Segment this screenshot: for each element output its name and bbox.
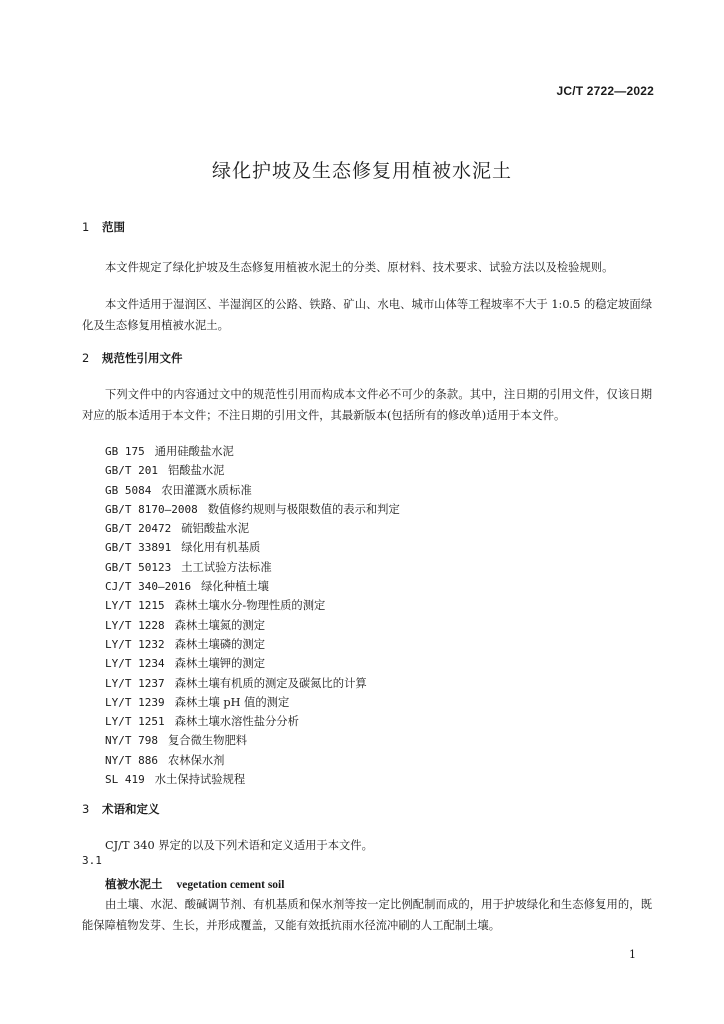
- reference-title: 通用硅酸盐水泥: [154, 445, 234, 458]
- reference-title: 森林土壤水分-物理性质的测定: [174, 599, 326, 613]
- reference-title: 森林土壤磷的测定: [174, 637, 265, 651]
- paragraph: 本文件适用于湿润区、半湿润区的公路、铁路、矿山、水电、城市山体等工程坡率不大于 1:0.5 的稳定坡面绿化及生态修复用植被水泥土。: [82, 298, 652, 332]
- reference-item: [105, 751, 400, 770]
- reference-item: [105, 461, 400, 480]
- term-english: vegetation cement soil: [176, 879, 285, 891]
- reference-code: GB/T 33891: [105, 541, 172, 555]
- section-title: 术语和定义: [102, 802, 160, 816]
- reference-item: [105, 635, 400, 654]
- clause-number: 3.1: [82, 854, 102, 867]
- reference-title: 绿化用有机基质: [181, 541, 261, 555]
- reference-code: GB 5084: [105, 483, 152, 497]
- reference-title: 森林土壤 pH 值的测定: [174, 695, 290, 709]
- reference-title: 硫铝酸盐水泥: [181, 522, 250, 536]
- reference-item: [105, 481, 400, 500]
- reference-code: GB/T 8170—2008: [105, 502, 198, 516]
- section-3-heading: [82, 801, 160, 817]
- reference-item: [105, 577, 400, 596]
- reference-code: LY/T 1215: [105, 599, 165, 613]
- section-title: 范围: [102, 220, 125, 234]
- reference-code: LY/T 1239: [105, 695, 165, 709]
- term-heading: [105, 876, 284, 892]
- reference-item: [105, 654, 400, 673]
- section-2-heading: [82, 350, 183, 366]
- term-chinese: 植被水泥土: [105, 877, 163, 891]
- reference-title: 森林土壤水溶性盐分分析: [174, 715, 299, 729]
- reference-code: LY/T 1237: [105, 676, 165, 690]
- reference-item: [105, 500, 400, 519]
- reference-item: [105, 558, 400, 577]
- reference-list: [105, 442, 400, 789]
- section-number: 3: [82, 802, 90, 816]
- paragraph: CJ/T 340 界定的以及下列术语和定义适用于本文件。: [105, 839, 373, 852]
- reference-title: 数值修约规则与极限数值的表示和判定: [207, 502, 400, 516]
- reference-code: NY/T 886: [105, 753, 158, 767]
- reference-code: LY/T 1251: [105, 715, 165, 729]
- reference-item: [105, 770, 400, 789]
- reference-title: 铝酸盐水泥: [167, 464, 225, 478]
- reference-title: 森林土壤氮的测定: [174, 618, 265, 632]
- reference-item: [105, 596, 400, 615]
- reference-item: [105, 731, 400, 750]
- reference-code: GB/T 20472: [105, 522, 172, 536]
- standard-code: JC/T 2722—2022: [556, 84, 654, 98]
- reference-code: GB/T 50123: [105, 560, 172, 574]
- reference-item: [105, 712, 400, 731]
- reference-code: SL 419: [105, 773, 145, 787]
- reference-item: [105, 616, 400, 635]
- document-title: 绿化护坡及生态修复用植被水泥土: [211, 160, 512, 182]
- reference-code: LY/T 1228: [105, 618, 165, 632]
- reference-title: 复合微生物肥料: [167, 734, 248, 748]
- reference-item: [105, 538, 400, 557]
- section-title: 规范性引用文件: [102, 351, 183, 365]
- reference-code: GB 175: [105, 445, 145, 458]
- page-number: 1: [629, 948, 636, 961]
- section-number: 2: [82, 351, 90, 365]
- reference-code: LY/T 1232: [105, 637, 165, 651]
- section-number: 1: [82, 220, 90, 234]
- term-definition: 由土壤、水泥、酸碱调节剂、有机基质和保水剂等按一定比例配制而成的，用于护坡绿化和生态修复用的，既能保障植物发芽、生长，并形成覆盖，又能有效抵抗雨水径流冲刷的人工配制土壤。: [82, 898, 652, 932]
- paragraph: 本文件规定了绿化护坡及生态修复用植被水泥土的分类、原材料、技术要求、试验方法以及检验规则。: [105, 261, 614, 274]
- reference-title: 农田灌溉水质标准: [161, 483, 252, 497]
- reference-title: 绿化种植土壤: [201, 580, 269, 594]
- section-1-heading: [82, 219, 125, 235]
- reference-item: [105, 674, 400, 693]
- reference-code: LY/T 1234: [105, 657, 165, 671]
- reference-title: 森林土壤钾的测定: [174, 657, 265, 671]
- reference-title: 土工试验方法标准: [181, 560, 272, 574]
- reference-item: [105, 442, 400, 461]
- reference-item: [105, 693, 400, 712]
- reference-title: 水土保持试验规程: [154, 773, 246, 787]
- reference-code: NY/T 798: [105, 734, 158, 748]
- reference-title: 森林土壤有机质的测定及碳氮比的计算: [174, 676, 367, 690]
- reference-code: CJ/T 340—2016: [105, 580, 192, 594]
- paragraph: 下列文件中的内容通过文中的规范性引用而构成本文件必不可少的条款。其中，注日期的引用文件，仅该日期对应的版本适用于本文件；不注日期的引用文件，其最新版本(包括所有的修改单)适用于本文件。: [82, 388, 652, 422]
- reference-title: 农林保水剂: [167, 753, 225, 767]
- reference-item: [105, 519, 400, 538]
- reference-code: GB/T 201: [105, 464, 158, 478]
